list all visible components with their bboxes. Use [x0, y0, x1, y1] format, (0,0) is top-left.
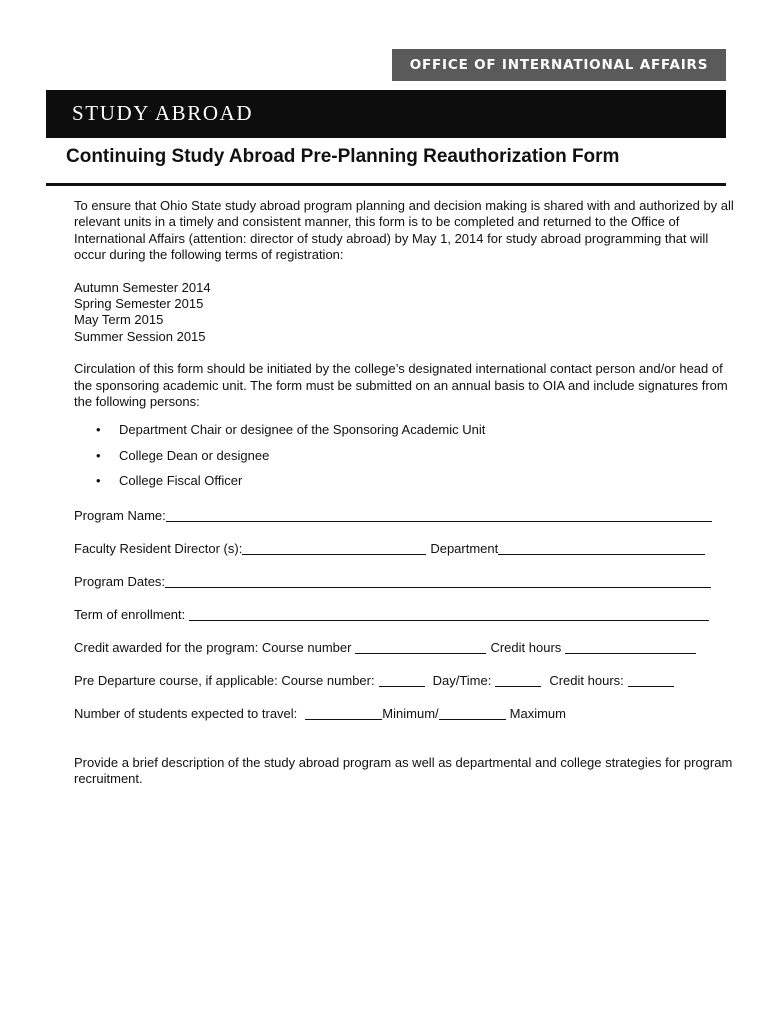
credit-row [74, 640, 734, 673]
signer-label: College Fiscal Officer [119, 473, 243, 489]
program-name-field[interactable] [166, 508, 712, 522]
signer-item [74, 473, 734, 499]
program-name-label: Program Name: [74, 507, 166, 523]
section-title: STUDY ABROAD [72, 101, 254, 125]
faculty-director-row [74, 541, 734, 574]
course-number-field[interactable] [355, 640, 486, 654]
description-prompt: Provide a brief description of the study abroad program as well as departmental and college strategies for program recruitment. [74, 754, 733, 787]
title-divider [46, 183, 726, 186]
program-name-row [74, 508, 734, 541]
term-label: Term of enrollment: [74, 606, 186, 622]
predeparture-course-label: Pre Departure course, if applicable: Course number: [74, 672, 375, 688]
signer-label: Department Chair or designee of the Sponsoring Academic Unit [119, 422, 486, 438]
program-dates-row [74, 574, 734, 607]
study-abroad-banner [46, 90, 726, 138]
faculty-director-field[interactable] [242, 541, 426, 555]
intro-paragraph: To ensure that Ohio State study abroad program planning and decision making is shared with and authorized by all relevant units in a timely and consistent manner, this form is to be completed and returned to the Office of International Affairs (attention: director of study abroad) by May 1, 2014 for study abroad programming that will occur during the following terms of registration: [74, 198, 734, 263]
office-name: OFFICE OF INTERNATIONAL AFFAIRS [409, 57, 709, 73]
credit-course-label: Credit awarded for the program: Course number [74, 639, 352, 655]
form-title: Continuing Study Abroad Pre-Planning Reauthorization Form [66, 146, 620, 167]
circulation-paragraph: Circulation of this form should be initiated by the college’s designated international contact person and/or head of the sponsoring academic unit. The form must be submitted on an annual basis to OIA and include signatures from the following persons: [74, 361, 728, 409]
program-dates-field[interactable] [165, 574, 711, 588]
bullet-icon: • [96, 447, 101, 463]
signer-item [74, 448, 734, 474]
minimum-label: Minimum/ [382, 705, 439, 721]
credit-hours-label: Credit hours [490, 639, 562, 655]
signer-label: College Dean or designee [119, 447, 270, 463]
term-item: May Term 2015 [74, 312, 164, 328]
maximum-label: Maximum [509, 705, 566, 721]
bullet-icon: • [96, 422, 101, 438]
predeparture-row [74, 673, 734, 706]
signer-item [74, 422, 734, 448]
predeparture-course-field[interactable] [379, 673, 425, 687]
credit-hours-field[interactable] [565, 640, 696, 654]
students-label: Number of students expected to travel: [74, 705, 298, 721]
predeparture-credit-field[interactable] [628, 673, 674, 687]
term-row [74, 607, 734, 640]
day-time-field[interactable] [495, 673, 541, 687]
students-row [74, 706, 734, 739]
minimum-students-field[interactable] [305, 706, 382, 720]
faculty-director-label: Faculty Resident Director (s): [74, 540, 243, 556]
signer-list [74, 422, 734, 499]
office-header-band [392, 49, 726, 81]
day-time-label: Day/Time: [432, 672, 492, 688]
department-field[interactable] [498, 541, 705, 555]
department-label: Department [430, 540, 499, 556]
predeparture-credit-label: Credit hours: [549, 672, 624, 688]
terms-list [74, 280, 734, 346]
bullet-icon: • [96, 473, 101, 489]
program-dates-label: Program Dates: [74, 573, 166, 589]
form-body [74, 198, 734, 788]
term-item: Summer Session 2015 [74, 328, 206, 344]
maximum-students-field[interactable] [439, 706, 506, 720]
term-item: Spring Semester 2015 [74, 296, 204, 312]
term-field[interactable] [189, 607, 709, 621]
term-item: Autumn Semester 2014 [74, 279, 211, 295]
